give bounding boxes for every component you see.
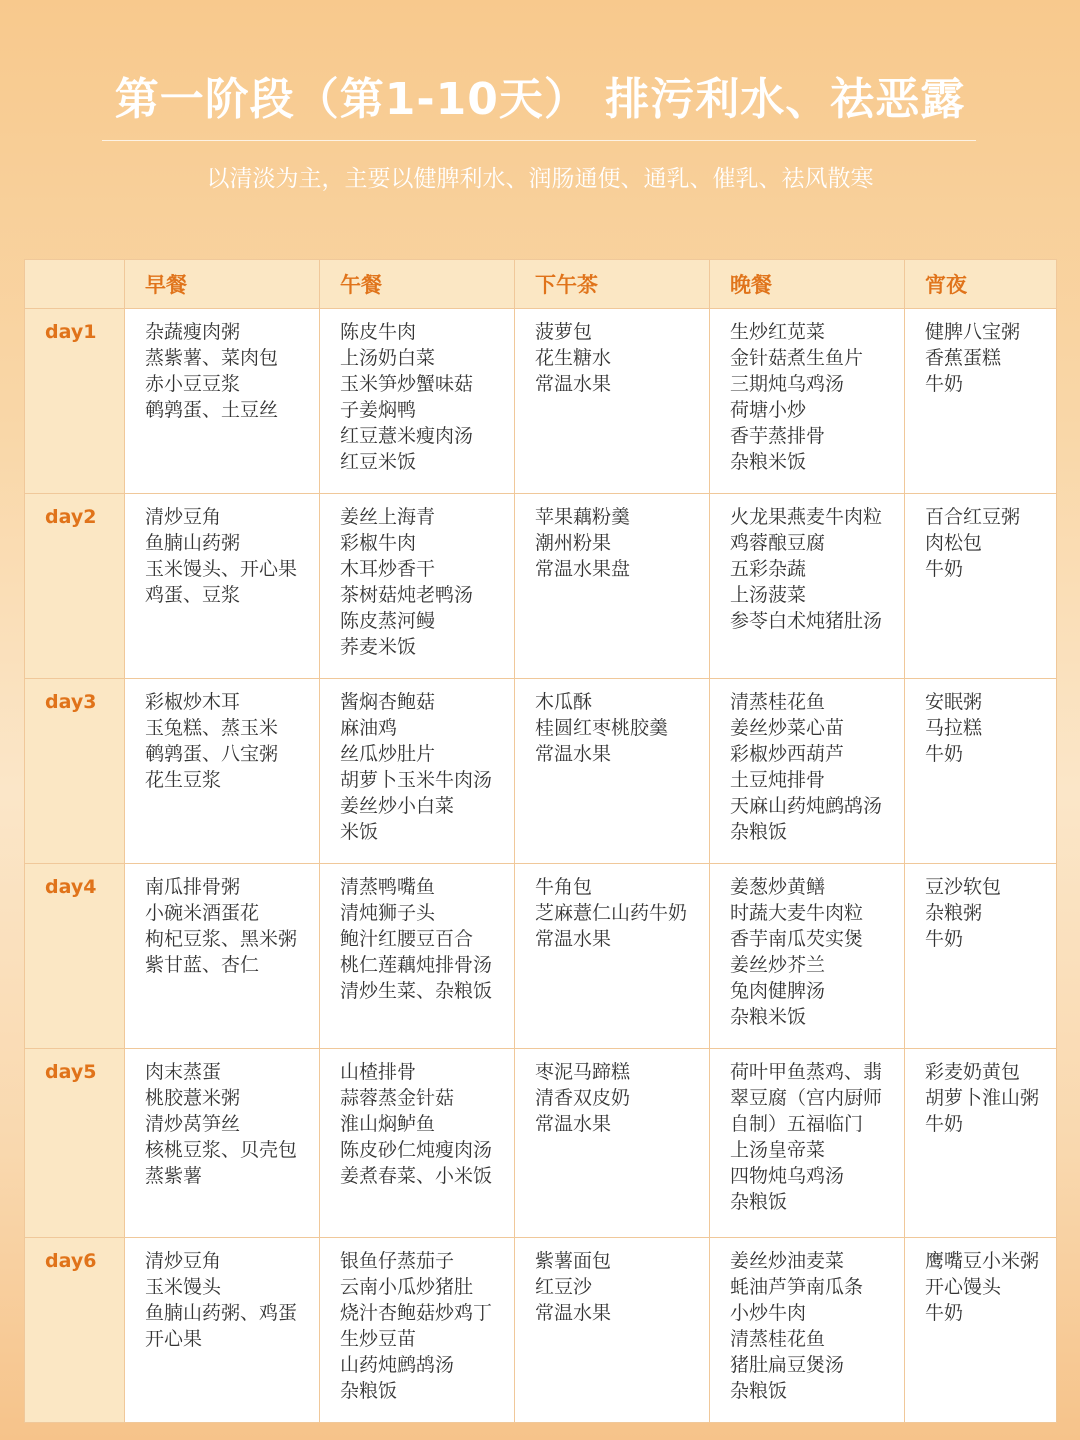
menu-item: 红豆薏米瘦肉汤 xyxy=(340,425,474,447)
table-row xyxy=(25,494,1057,679)
afternoon-tea-cell xyxy=(515,494,710,679)
supper-cell xyxy=(905,864,1057,1049)
menu-item: 香蕉蛋糕 xyxy=(925,347,1002,369)
afternoon-tea-cell xyxy=(515,309,710,494)
menu-item: 子姜焖鸭 xyxy=(340,399,417,421)
menu-item: 蚝油芦笋南瓜条 xyxy=(730,1276,864,1298)
lunch-cell xyxy=(320,864,515,1049)
menu-item: 安眠粥 xyxy=(925,691,983,713)
menu-item: 鱼腩山药粥、鸡蛋 xyxy=(145,1302,298,1324)
table-row xyxy=(25,309,1057,494)
menu-item: 天麻山药炖鹧鸪汤 xyxy=(730,795,883,817)
menu-item: 烧汁杏鲍菇炒鸡丁 xyxy=(340,1302,493,1324)
menu-item: 姜葱炒黄鳝 xyxy=(730,876,826,898)
menu-item: 常温水果 xyxy=(535,1302,612,1324)
menu-item: 牛奶 xyxy=(925,928,964,950)
day-label: day3 xyxy=(25,679,125,864)
menu-item: 鹌鹑蛋、土豆丝 xyxy=(145,399,279,421)
menu-item: 兔肉健脾汤 xyxy=(730,980,826,1002)
afternoon-tea-cell xyxy=(515,1049,710,1238)
title-divider xyxy=(102,140,976,141)
menu-item: 鹰嘴豆小米粥 xyxy=(925,1250,1040,1272)
menu-item: 牛奶 xyxy=(925,743,964,765)
menu-item: 常温水果 xyxy=(535,373,612,395)
menu-item: 百合红豆粥 xyxy=(925,506,1021,528)
menu-item: 姜丝上海青 xyxy=(340,506,436,528)
menu-item: 杂粮饭 xyxy=(730,821,788,843)
menu-item: 杂蔬瘦肉粥 xyxy=(145,321,241,343)
menu-item: 淮山焖鲈鱼 xyxy=(340,1113,436,1135)
menu-item: 姜丝炒小白菜 xyxy=(340,795,455,817)
menu-item: 彩椒牛肉 xyxy=(340,532,417,554)
header-corner-cell xyxy=(25,260,125,309)
table-row xyxy=(25,1238,1057,1423)
menu-item: 芝麻薏仁山药牛奶 xyxy=(535,902,688,924)
menu-item: 小炒牛肉 xyxy=(730,1302,807,1324)
menu-item: 鸡蛋、豆浆 xyxy=(145,584,241,606)
menu-item: 常温水果 xyxy=(535,743,612,765)
menu-item: 火龙果燕麦牛肉粒 xyxy=(730,506,883,528)
menu-item: 红豆米饭 xyxy=(340,451,417,473)
column-header-dinner: 晚餐 xyxy=(710,260,905,309)
menu-item: 银鱼仔蒸茄子 xyxy=(340,1250,455,1272)
menu-item: 常温水果盘 xyxy=(535,558,631,580)
menu-item: 肉松包 xyxy=(925,532,983,554)
column-header-afternoon-tea: 下午茶 xyxy=(515,260,710,309)
menu-item: 南瓜排骨粥 xyxy=(145,876,241,898)
breakfast-cell xyxy=(125,1238,320,1423)
breakfast-cell xyxy=(125,864,320,1049)
menu-item: 三期炖乌鸡汤 xyxy=(730,373,845,395)
menu-item: 胡萝卜淮山粥 xyxy=(925,1087,1040,1109)
day-label: day1 xyxy=(25,309,125,494)
menu-item: 桂圆红枣桃胶羹 xyxy=(535,717,669,739)
menu-item: 牛奶 xyxy=(925,1302,964,1324)
menu-item: 马拉糕 xyxy=(925,717,983,739)
menu-item: 上汤皇帝菜 xyxy=(730,1139,826,1161)
lunch-cell xyxy=(320,1238,515,1423)
menu-item: 麻油鸡 xyxy=(340,717,398,739)
menu-item: 土豆炖排骨 xyxy=(730,769,826,791)
menu-item: 彩椒炒木耳 xyxy=(145,691,241,713)
menu-item: 清蒸桂花鱼 xyxy=(730,1328,826,1350)
dinner-cell xyxy=(710,1238,905,1423)
menu-item: 小碗米酒蛋花 xyxy=(145,902,260,924)
menu-item: 陈皮牛肉 xyxy=(340,321,417,343)
menu-item: 姜丝炒芥兰 xyxy=(730,954,826,976)
menu-item: 清炖狮子头 xyxy=(340,902,436,924)
menu-item: 陈皮砂仁炖瘦肉汤 xyxy=(340,1139,493,1161)
supper-cell xyxy=(905,679,1057,864)
menu-item: 杂粮饭 xyxy=(730,1191,788,1213)
supper-cell xyxy=(905,1049,1057,1238)
menu-item: 花生豆浆 xyxy=(145,769,222,791)
dinner-cell xyxy=(710,494,905,679)
menu-item: 猪肚扁豆煲汤 xyxy=(730,1354,845,1376)
menu-item: 清炒豆角 xyxy=(145,506,222,528)
menu-item: 菠萝包 xyxy=(535,321,593,343)
menu-item: 清蒸桂花鱼 xyxy=(730,691,826,713)
menu-item: 丝瓜炒肚片 xyxy=(340,743,436,765)
menu-item: 肉末蒸蛋 xyxy=(145,1061,222,1083)
menu-item: 参苓白术炖猪肚汤 xyxy=(730,610,883,632)
menu-item: 蒸紫薯、菜肉包 xyxy=(145,347,279,369)
menu-item: 核桃豆浆、贝壳包 xyxy=(145,1139,298,1161)
day-label: day5 xyxy=(25,1049,125,1238)
menu-item: 常温水果 xyxy=(535,928,612,950)
afternoon-tea-cell xyxy=(515,1238,710,1423)
page-subtitle: 以清淡为主，主要以健脾利水、润肠通便、通乳、催乳、祛风散寒 xyxy=(206,166,874,192)
afternoon-tea-cell xyxy=(515,679,710,864)
menu-item: 香芋南瓜芡实煲 xyxy=(730,928,864,950)
dinner-cell xyxy=(710,1049,905,1238)
menu-item: 杂粮饭 xyxy=(340,1380,398,1402)
menu-item: 姜丝炒菜心苗 xyxy=(730,717,845,739)
menu-item: 枣泥马蹄糕 xyxy=(535,1061,631,1083)
menu-item: 花生糖水 xyxy=(535,347,612,369)
dinner-cell xyxy=(710,864,905,1049)
menu-item: 荞麦米饭 xyxy=(340,636,417,658)
lunch-cell xyxy=(320,309,515,494)
column-header-breakfast: 早餐 xyxy=(125,260,320,309)
lunch-cell xyxy=(320,1049,515,1238)
menu-item: 清炒莴笋丝 xyxy=(145,1113,241,1135)
menu-item: 荷塘小炒 xyxy=(730,399,807,421)
dinner-cell xyxy=(710,679,905,864)
table-row xyxy=(25,679,1057,864)
menu-item: 赤小豆豆浆 xyxy=(145,373,241,395)
menu-item: 四物炖乌鸡汤 xyxy=(730,1165,845,1187)
menu-item: 开心馒头 xyxy=(925,1276,1002,1298)
menu-item: 陈皮蒸河鳗 xyxy=(340,610,436,632)
menu-item: 常温水果 xyxy=(535,1113,612,1135)
supper-cell xyxy=(905,309,1057,494)
menu-item: 清香双皮奶 xyxy=(535,1087,631,1109)
menu-item: 鹌鹑蛋、八宝粥 xyxy=(145,743,279,765)
menu-item: 杂粮米饭 xyxy=(730,451,807,473)
menu-item: 牛奶 xyxy=(925,558,964,580)
breakfast-cell xyxy=(125,494,320,679)
menu-item: 蒸紫薯 xyxy=(145,1165,203,1187)
menu-item: 玉米笋炒蟹味菇 xyxy=(340,373,474,395)
menu-item: 彩椒炒西葫芦 xyxy=(730,743,845,765)
menu-item: 杂粮粥 xyxy=(925,902,983,924)
menu-item: 时蔬大麦牛肉粒 xyxy=(730,902,864,924)
menu-item: 玉米馒头 xyxy=(145,1276,222,1298)
menu-item: 上汤菠菜 xyxy=(730,584,807,606)
lunch-cell xyxy=(320,494,515,679)
menu-item: 清蒸鸭嘴鱼 xyxy=(340,876,436,898)
menu-item: 姜煮春菜、小米饭 xyxy=(340,1165,493,1187)
menu-item: 牛角包 xyxy=(535,876,593,898)
header xyxy=(0,0,1080,250)
day-label: day6 xyxy=(25,1238,125,1423)
menu-item: 玉米馒头、开心果 xyxy=(145,558,298,580)
menu-item: 鲍汁红腰豆百合 xyxy=(340,928,474,950)
menu-item: 清炒豆角 xyxy=(145,1250,222,1272)
meal-plan-table xyxy=(24,259,1057,1423)
menu-item: 桃胶薏米粥 xyxy=(145,1087,241,1109)
column-header-lunch: 午餐 xyxy=(320,260,515,309)
menu-item: 紫薯面包 xyxy=(535,1250,612,1272)
menu-item: 蒜蓉蒸金针菇 xyxy=(340,1087,455,1109)
menu-item: 金针菇煮生鱼片 xyxy=(730,347,864,369)
menu-item: 酱焖杏鲍菇 xyxy=(340,691,436,713)
column-header-supper: 宵夜 xyxy=(905,260,1057,309)
menu-item: 杂粮饭 xyxy=(730,1380,788,1402)
table-header-row xyxy=(25,260,1057,309)
page-title: 第一阶段（第1-10天） 排污利水、祛恶露 xyxy=(114,74,966,125)
breakfast-cell xyxy=(125,679,320,864)
day-label: day2 xyxy=(25,494,125,679)
dinner-cell xyxy=(710,309,905,494)
menu-item: 清炒生菜、杂粮饭 xyxy=(340,980,493,1002)
menu-item: 上汤奶白菜 xyxy=(340,347,436,369)
menu-item: 木耳炒香干 xyxy=(340,558,436,580)
menu-item: 鸡蓉酿豆腐 xyxy=(730,532,826,554)
menu-item: 鱼腩山药粥 xyxy=(145,532,241,554)
menu-item: 彩麦奶黄包 xyxy=(925,1061,1021,1083)
menu-item: 山楂排骨 xyxy=(340,1061,417,1083)
table-row xyxy=(25,864,1057,1049)
lunch-cell xyxy=(320,679,515,864)
menu-item: 荷叶甲鱼蒸鸡、翡翠豆腐（宫内厨师自制）五福临门 xyxy=(730,1061,883,1135)
menu-item: 五彩杂蔬 xyxy=(730,558,807,580)
menu-item: 苹果藕粉羹 xyxy=(535,506,631,528)
menu-item: 香芋蒸排骨 xyxy=(730,425,826,447)
menu-item: 茶树菇炖老鸭汤 xyxy=(340,584,474,606)
menu-item: 生炒豆苗 xyxy=(340,1328,417,1350)
day-label: day4 xyxy=(25,864,125,1049)
menu-item: 桃仁莲藕炖排骨汤 xyxy=(340,954,493,976)
supper-cell xyxy=(905,1238,1057,1423)
menu-item: 豆沙软包 xyxy=(925,876,1002,898)
menu-item: 开心果 xyxy=(145,1328,203,1350)
menu-item: 木瓜酥 xyxy=(535,691,593,713)
afternoon-tea-cell xyxy=(515,864,710,1049)
table-body xyxy=(25,309,1057,1423)
menu-item: 红豆沙 xyxy=(535,1276,593,1298)
menu-item: 生炒红苋菜 xyxy=(730,321,826,343)
breakfast-cell xyxy=(125,1049,320,1238)
menu-item: 胡萝卜玉米牛肉汤 xyxy=(340,769,493,791)
breakfast-cell xyxy=(125,309,320,494)
supper-cell xyxy=(905,494,1057,679)
menu-item: 姜丝炒油麦菜 xyxy=(730,1250,845,1272)
menu-item: 牛奶 xyxy=(925,373,964,395)
menu-item: 枸杞豆浆、黑米粥 xyxy=(145,928,298,950)
menu-item: 紫甘蓝、杏仁 xyxy=(145,954,260,976)
menu-item: 潮州粉果 xyxy=(535,532,612,554)
table-row xyxy=(25,1049,1057,1238)
menu-item: 山药炖鹧鸪汤 xyxy=(340,1354,455,1376)
menu-item: 牛奶 xyxy=(925,1113,964,1135)
menu-item: 云南小瓜炒猪肚 xyxy=(340,1276,474,1298)
menu-item: 玉兔糕、蒸玉米 xyxy=(145,717,279,739)
menu-item: 健脾八宝粥 xyxy=(925,321,1021,343)
menu-item: 米饭 xyxy=(340,821,379,843)
menu-item: 杂粮米饭 xyxy=(730,1006,807,1028)
